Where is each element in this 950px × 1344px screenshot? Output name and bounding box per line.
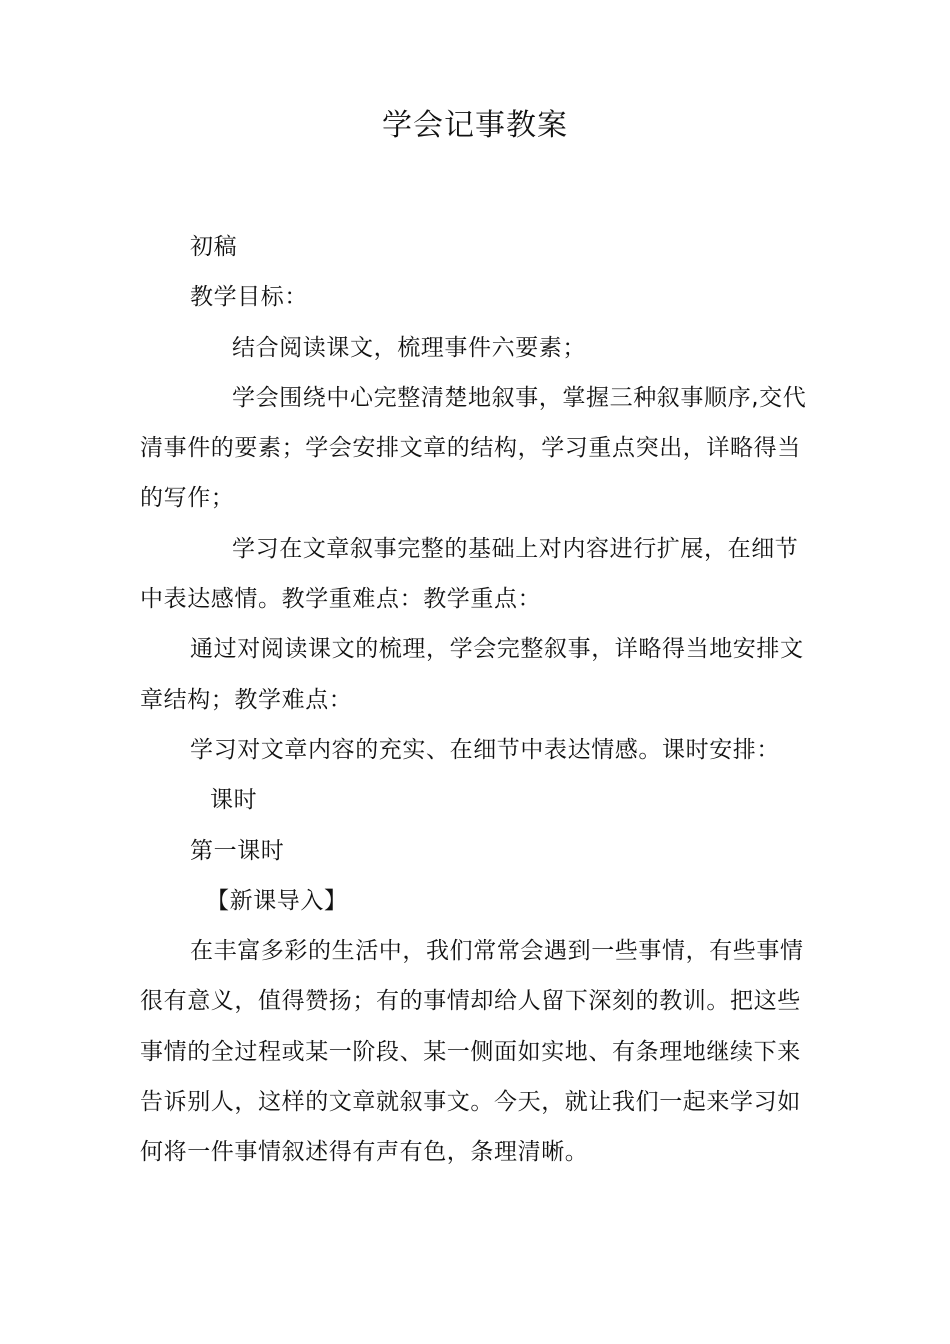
paragraph-objective-2: 学会围绕中心完整清楚地叙事，掌握三种叙事顺序,交代清事件的要素；学会安排文章的结构，学习重点突出，详略得当的写作； bbox=[140, 384, 807, 512]
paragraph-objectives-heading: 教学目标： bbox=[190, 284, 308, 311]
document-body bbox=[140, 222, 820, 1178]
paragraph-new-lesson-intro: 【新课导入】 bbox=[206, 887, 348, 914]
paragraph-intro-body: 在丰富多彩的生活中，我们常常会遇到一些事情，有些事情很有意义，值得赞扬；有的事情却给人留下深刻的教训。把这些事情的全过程或某一阶段、某一侧面如实地、有条理地继续下来告诉别人，这样的文章就叙事文。今天，就让我们一起来学习如何将一件事情叙述得有声有色，条理清晰。 bbox=[140, 938, 804, 1166]
paragraph-first-lesson: 第一课时 bbox=[190, 837, 285, 864]
paragraph-lesson-count: 课时 bbox=[210, 787, 258, 814]
paragraph-objective-3: 学习在文章叙事完整的基础上对内容进行扩展，在细节中表达感情。教学重难点：教学重点： bbox=[140, 535, 799, 613]
paragraph-objective-1: 结合阅读课文，梳理事件六要素； bbox=[232, 334, 586, 361]
paragraph-difficulty: 学习对文章内容的充实、在细节中表达情感。课时安排： bbox=[190, 736, 780, 763]
paragraph-draft: 初稿 bbox=[190, 234, 238, 260]
document-title: 学会记事教案 bbox=[382, 108, 568, 143]
paragraph-key-point: 通过对阅读课文的梳理，学会完整叙事，详略得当地安排文章结构；教学难点： bbox=[140, 636, 804, 713]
